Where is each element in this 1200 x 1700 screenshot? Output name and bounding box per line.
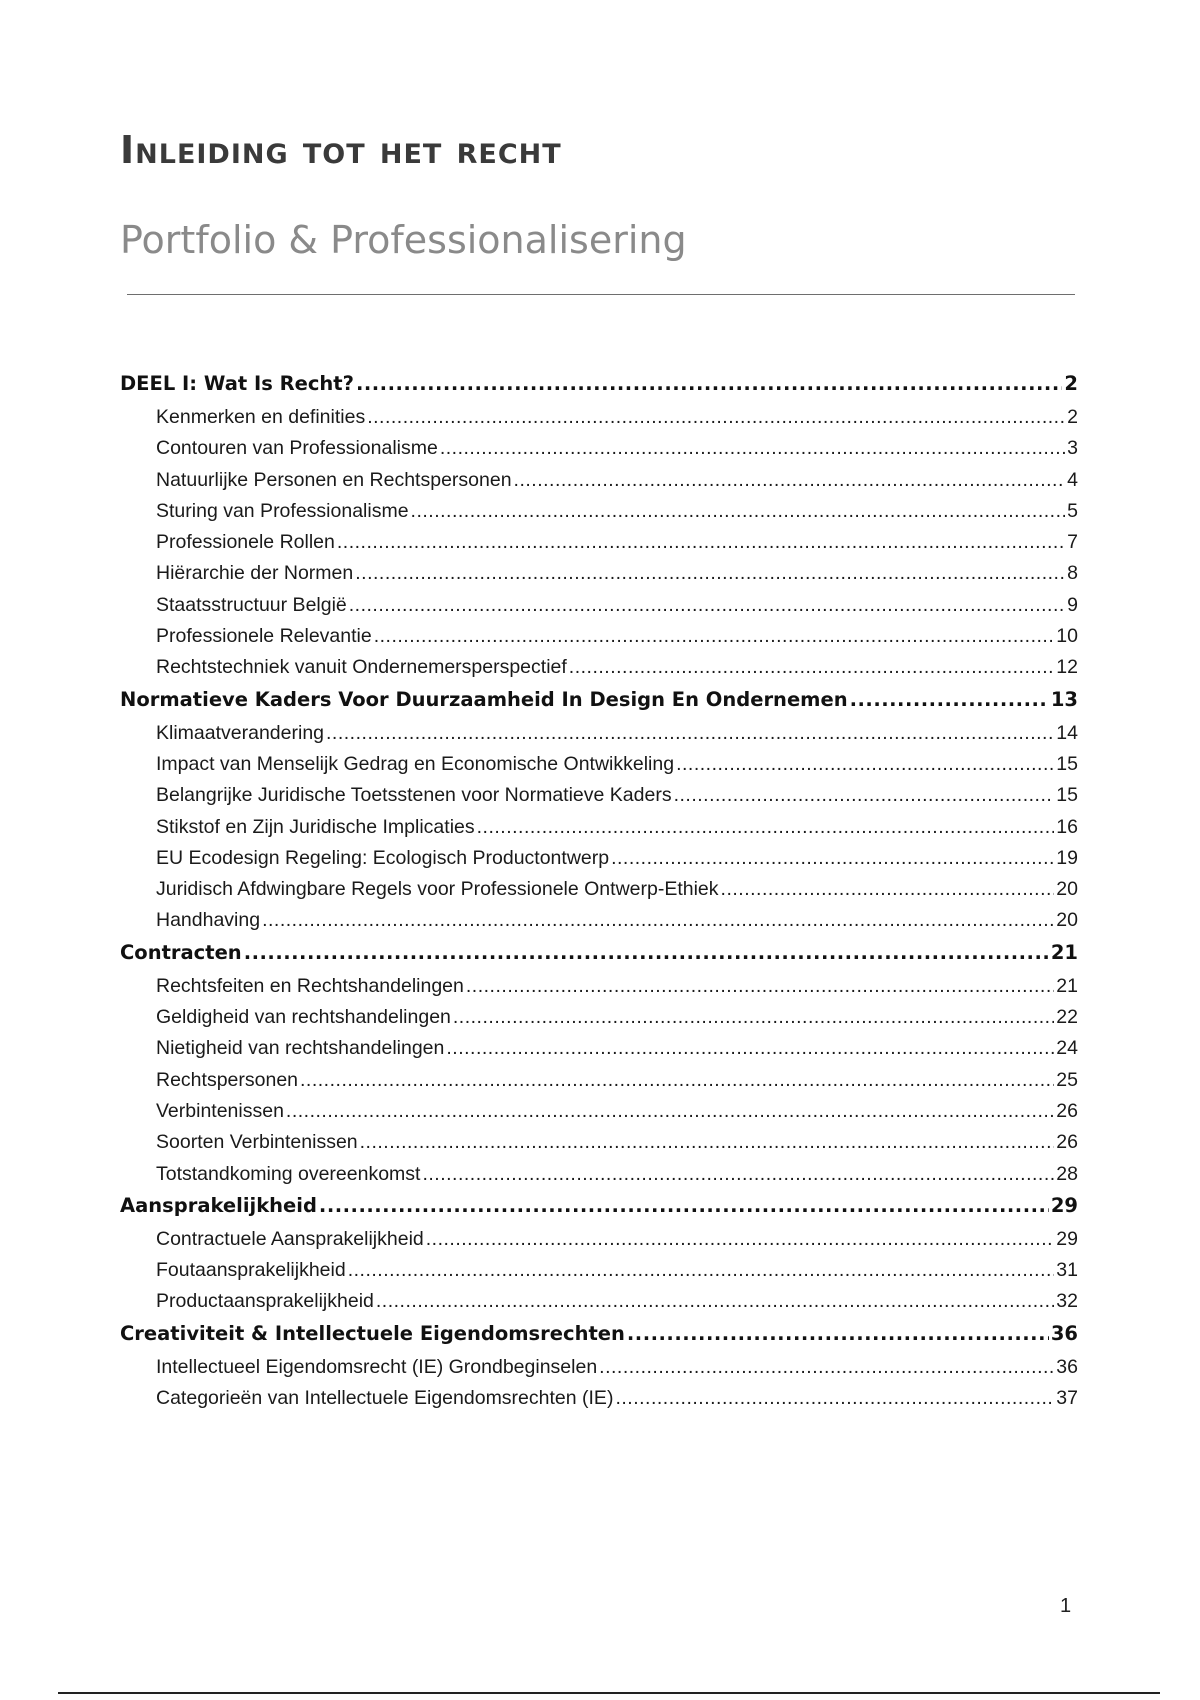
- toc-entry-label: Totstandkoming overeenkomst: [156, 1162, 421, 1185]
- toc-entry-page-number: 3: [1067, 437, 1078, 460]
- toc-dot-leader: [676, 753, 1054, 776]
- toc-entry-page-number: 29: [1050, 1193, 1078, 1217]
- toc-dot-leader: [262, 909, 1054, 932]
- toc-subsection-entry[interactable]: [120, 1006, 1078, 1037]
- toc-entry-page-number: 32: [1056, 1290, 1078, 1313]
- toc-entry-page-number: 37: [1056, 1387, 1078, 1410]
- toc-entry-page-number: 5: [1067, 499, 1078, 522]
- toc-entry-label: Sturing van Professionalisme: [156, 499, 409, 522]
- toc-subsection-entry[interactable]: [120, 753, 1078, 784]
- toc-dot-leader: [326, 722, 1054, 745]
- toc-subsection-entry[interactable]: [120, 594, 1078, 625]
- toc-subsection-entry[interactable]: [120, 1290, 1078, 1321]
- toc-entry-label: Foutaansprakelijkheid: [156, 1259, 346, 1282]
- toc-entry-page-number: 20: [1056, 878, 1078, 901]
- toc-dot-leader: [721, 878, 1055, 901]
- toc-entry-label: DEEL I: Wat Is Recht?: [120, 372, 354, 395]
- toc-entry-label: Normatieve Kaders Voor Duurzaamheid In Design En Ondernemen: [120, 687, 848, 711]
- toc-entry-page-number: 7: [1067, 531, 1078, 554]
- toc-subsection-entry[interactable]: [120, 1163, 1078, 1194]
- toc-subsection-entry[interactable]: [120, 878, 1078, 909]
- toc-entry-page-number: 24: [1056, 1037, 1078, 1060]
- table-of-contents: [120, 372, 1078, 1418]
- toc-entry-label: Geldigheid van rechtshandelingen: [156, 1006, 451, 1029]
- document-title: Inleiding tot het recht: [120, 128, 562, 172]
- toc-section-entry[interactable]: [120, 372, 1078, 406]
- toc-subsection-entry[interactable]: [120, 1069, 1078, 1100]
- toc-entry-page-number: 2: [1067, 406, 1078, 428]
- toc-entry-page-number: 15: [1056, 752, 1078, 775]
- toc-entry-label: Categorieën van Intellectuele Eigendomsrechten (IE): [156, 1387, 614, 1410]
- toc-entry-label: Professionele Rollen: [156, 531, 335, 554]
- toc-subsection-entry[interactable]: [120, 975, 1078, 1006]
- toc-subsection-entry[interactable]: [120, 531, 1078, 562]
- toc-section-entry[interactable]: [120, 941, 1078, 975]
- toc-subsection-entry[interactable]: [120, 1037, 1078, 1068]
- toc-entry-page-number: 36: [1056, 1355, 1078, 1378]
- toc-entry-label: Staatsstructuur België: [156, 593, 347, 616]
- toc-entry-label: Kenmerken en definities: [156, 406, 366, 428]
- title-divider: [127, 294, 1075, 295]
- toc-subsection-entry[interactable]: [120, 562, 1078, 593]
- toc-dot-leader: [850, 688, 1049, 711]
- toc-dot-leader: [411, 500, 1066, 523]
- toc-subsection-entry[interactable]: [120, 816, 1078, 847]
- toc-entry-page-number: 16: [1056, 815, 1078, 838]
- toc-dot-leader: [446, 1037, 1054, 1060]
- toc-entry-page-number: 28: [1056, 1162, 1078, 1185]
- page-number: 1: [1060, 1595, 1072, 1617]
- toc-entry-label: Verbintenissen: [156, 1099, 284, 1122]
- toc-entry-page-number: 2: [1064, 372, 1078, 395]
- toc-section-entry[interactable]: [120, 688, 1078, 722]
- toc-entry-page-number: 21: [1056, 974, 1078, 997]
- toc-entry-label: Contracten: [120, 940, 242, 964]
- toc-entry-label: Creativiteit & Intellectuele Eigendomsrechten: [120, 1321, 625, 1345]
- toc-section-entry[interactable]: [120, 1322, 1078, 1356]
- toc-subsection-entry[interactable]: [120, 625, 1078, 656]
- toc-entry-label: Juridisch Afdwingbare Regels voor Professionele Ontwerp-Ethiek: [156, 878, 719, 901]
- toc-dot-leader: [244, 941, 1049, 964]
- toc-subsection-entry[interactable]: [120, 1387, 1078, 1418]
- toc-entry-label: Belangrijke Juridische Toetsstenen voor Normatieve Kaders: [156, 784, 672, 807]
- toc-subsection-entry[interactable]: [120, 909, 1078, 940]
- toc-entry-label: Stikstof en Zijn Juridische Implicaties: [156, 815, 475, 838]
- toc-entry-page-number: 13: [1050, 687, 1078, 711]
- toc-subsection-entry[interactable]: [120, 847, 1078, 878]
- toc-dot-leader: [627, 1322, 1049, 1345]
- toc-subsection-entry[interactable]: [120, 722, 1078, 753]
- toc-subsection-entry[interactable]: [120, 437, 1078, 468]
- toc-dot-leader: [319, 1194, 1049, 1217]
- toc-entry-label: Natuurlijke Personen en Rechtspersonen: [156, 468, 512, 491]
- toc-entry-label: Contouren van Professionalisme: [156, 437, 438, 460]
- toc-dot-leader: [367, 406, 1065, 429]
- toc-entry-label: Rechtstechniek vanuit Ondernemersperspectief: [156, 656, 567, 679]
- toc-entry-page-number: 8: [1067, 562, 1078, 585]
- toc-dot-leader: [599, 1356, 1054, 1379]
- toc-subsection-entry[interactable]: [120, 469, 1078, 500]
- toc-entry-label: Handhaving: [156, 909, 261, 932]
- toc-subsection-entry[interactable]: [120, 1131, 1078, 1162]
- toc-subsection-entry[interactable]: [120, 406, 1078, 437]
- toc-dot-leader: [477, 816, 1055, 839]
- toc-dot-leader: [611, 847, 1054, 870]
- toc-entry-page-number: 26: [1056, 1131, 1078, 1154]
- toc-dot-leader: [674, 784, 1055, 807]
- toc-dot-leader: [356, 372, 1062, 395]
- toc-dot-leader: [615, 1387, 1054, 1410]
- toc-dot-leader: [349, 594, 1065, 617]
- toc-dot-leader: [360, 1131, 1055, 1154]
- document-subtitle: Portfolio & Professionalisering: [120, 218, 687, 262]
- toc-entry-page-number: 20: [1056, 909, 1078, 932]
- toc-entry-page-number: 36: [1050, 1321, 1078, 1345]
- toc-entry-label: Intellectueel Eigendomsrecht (IE) Grondbeginselen: [156, 1355, 598, 1378]
- toc-entry-page-number: 4: [1067, 468, 1078, 491]
- toc-dot-leader: [466, 975, 1054, 998]
- toc-entry-page-number: 15: [1056, 784, 1078, 807]
- toc-entry-page-number: 10: [1056, 625, 1078, 648]
- toc-entry-label: Rechtspersonen: [156, 1068, 299, 1091]
- toc-entry-label: Nietigheid van rechtshandelingen: [156, 1037, 445, 1060]
- toc-section-entry[interactable]: [120, 1194, 1078, 1228]
- toc-dot-leader: [453, 1006, 1054, 1029]
- toc-subsection-entry[interactable]: [120, 784, 1078, 815]
- toc-entry-label: Impact van Menselijk Gedrag en Economische Ontwikkeling: [156, 752, 675, 775]
- toc-entry-page-number: 26: [1056, 1099, 1078, 1122]
- toc-entry-label: Productaansprakelijkheid: [156, 1290, 374, 1313]
- toc-dot-leader: [300, 1069, 1054, 1092]
- toc-dot-leader: [422, 1163, 1054, 1186]
- toc-entry-page-number: 19: [1056, 846, 1078, 869]
- toc-dot-leader: [569, 656, 1055, 679]
- toc-entry-page-number: 22: [1056, 1006, 1078, 1029]
- toc-dot-leader: [348, 1259, 1055, 1282]
- toc-dot-leader: [374, 625, 1055, 648]
- toc-entry-label: Soorten Verbintenissen: [156, 1131, 358, 1154]
- toc-entry-page-number: 9: [1067, 593, 1078, 616]
- toc-dot-leader: [426, 1228, 1055, 1251]
- toc-entry-label: Professionele Relevantie: [156, 625, 372, 648]
- toc-entry-page-number: 12: [1056, 656, 1078, 679]
- toc-entry-page-number: 21: [1050, 940, 1078, 964]
- toc-dot-leader: [376, 1290, 1054, 1313]
- toc-subsection-entry[interactable]: [120, 1356, 1078, 1387]
- toc-dot-leader: [337, 531, 1065, 554]
- toc-entry-label: Klimaatverandering: [156, 721, 325, 744]
- toc-dot-leader: [355, 562, 1065, 585]
- toc-dot-leader: [514, 469, 1066, 492]
- toc-subsection-entry[interactable]: [120, 1228, 1078, 1259]
- toc-entry-label: EU Ecodesign Regeling: Ecologisch Productontwerp: [156, 846, 610, 869]
- toc-dot-leader: [440, 437, 1065, 460]
- toc-subsection-entry[interactable]: [120, 656, 1078, 687]
- footer-divider: [58, 1692, 1160, 1694]
- toc-entry-label: Rechtsfeiten en Rechtshandelingen: [156, 974, 464, 997]
- toc-subsection-entry[interactable]: [120, 1259, 1078, 1290]
- toc-subsection-entry[interactable]: [120, 500, 1078, 531]
- toc-entry-page-number: 14: [1056, 721, 1078, 744]
- toc-entry-label: Aansprakelijkheid: [120, 1193, 317, 1217]
- toc-entry-label: Contractuele Aansprakelijkheid: [156, 1227, 424, 1250]
- toc-entry-label: Hiërarchie der Normen: [156, 562, 354, 585]
- toc-entry-page-number: 31: [1056, 1259, 1078, 1282]
- toc-subsection-entry[interactable]: [120, 1100, 1078, 1131]
- toc-dot-leader: [286, 1100, 1054, 1123]
- toc-entry-page-number: 25: [1056, 1068, 1078, 1091]
- toc-entry-page-number: 29: [1056, 1227, 1078, 1250]
